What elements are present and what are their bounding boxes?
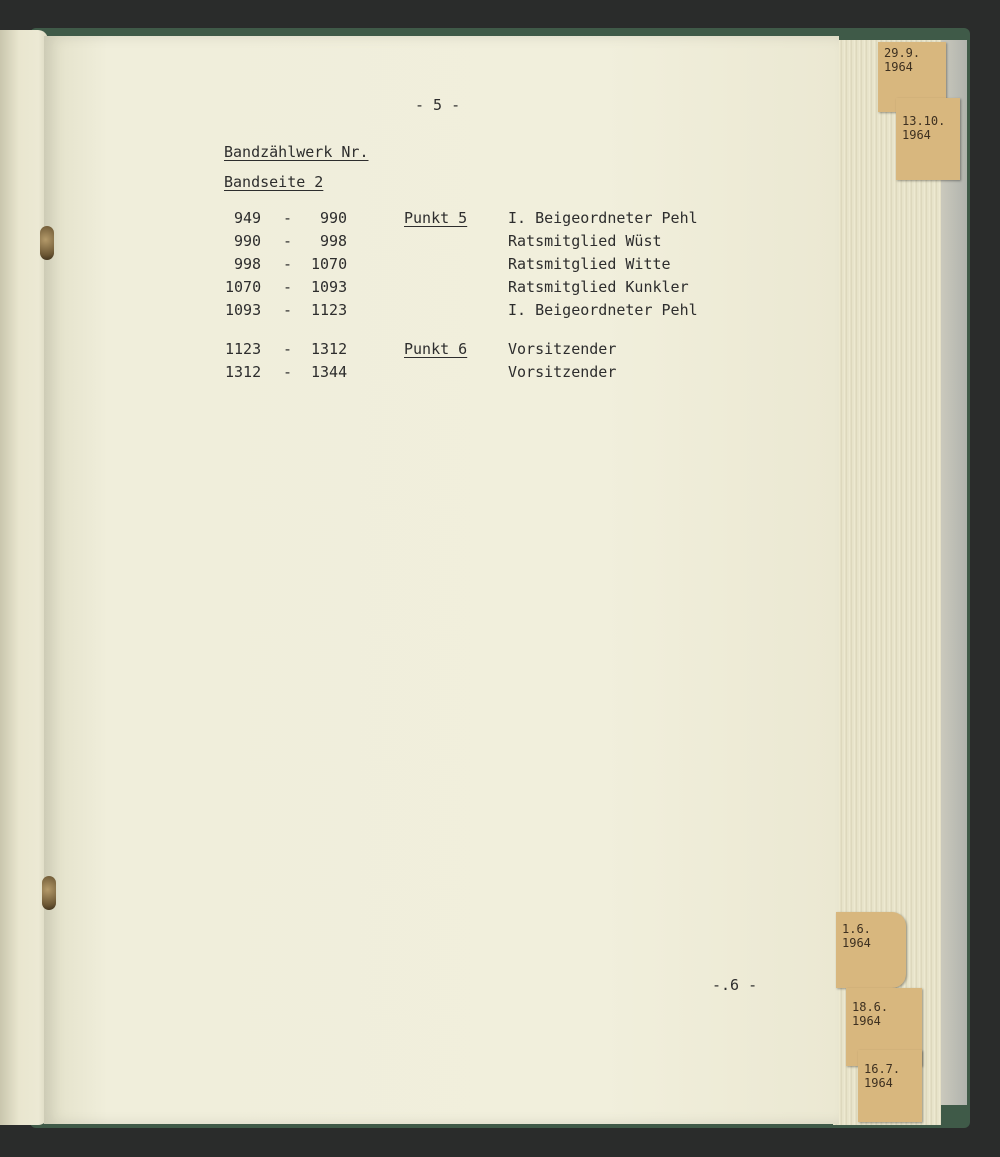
counter-to: 1123 [311, 301, 348, 319]
continuation-marker: -.6 - [712, 976, 758, 994]
counter-dash: - [283, 209, 293, 227]
speaker: Ratsmitglied Witte [508, 255, 671, 273]
tape-side-heading: Bandseite 2 [224, 173, 324, 191]
tab-year: 1964 [852, 1014, 881, 1028]
speaker: Vorsitzender [508, 340, 617, 358]
tab-year: 1964 [864, 1076, 893, 1090]
counter-from: 1070 [225, 278, 262, 296]
tab-date: 13.10. [902, 114, 946, 128]
counter-to: 1344 [311, 363, 348, 381]
counter-dash: - [283, 301, 293, 319]
page-number: - 5 - [415, 96, 461, 114]
counter-from: 1312 [225, 363, 262, 381]
speaker: I. Beigeordneter Pehl [508, 209, 698, 227]
counter-from: 1093 [225, 301, 262, 319]
counter-heading: Bandzählwerk Nr. [224, 143, 369, 161]
agenda-item: Punkt 6 [404, 340, 468, 358]
counter-from: 990 [234, 232, 262, 250]
counter-from: 949 [234, 209, 262, 227]
counter-to: 1070 [311, 255, 348, 273]
speaker: Vorsitzender [508, 363, 617, 381]
tab-date: 16.7. [864, 1062, 901, 1076]
counter-to: 1312 [311, 340, 348, 358]
counter-to: 998 [320, 232, 348, 250]
tab-date: 1.6. [842, 922, 871, 936]
counter-dash: - [283, 363, 293, 381]
tab-date: 29.9. [884, 46, 921, 60]
counter-from: 1123 [225, 340, 262, 358]
tab-date: 18.6. [852, 1000, 889, 1014]
tab-year: 1964 [842, 936, 871, 950]
speaker: Ratsmitglied Wüst [508, 232, 662, 250]
counter-dash: - [283, 255, 293, 273]
counter-from: 998 [234, 255, 262, 273]
tab-year: 1964 [902, 128, 931, 142]
counter-to: 990 [320, 209, 348, 227]
speaker: Ratsmitglied Kunkler [508, 278, 689, 296]
counter-to: 1093 [311, 278, 348, 296]
counter-dash: - [283, 278, 293, 296]
counter-dash: - [283, 340, 293, 358]
agenda-item: Punkt 5 [404, 209, 468, 227]
tab-year: 1964 [884, 60, 913, 74]
speaker: I. Beigeordneter Pehl [508, 301, 698, 319]
counter-dash: - [283, 232, 293, 250]
